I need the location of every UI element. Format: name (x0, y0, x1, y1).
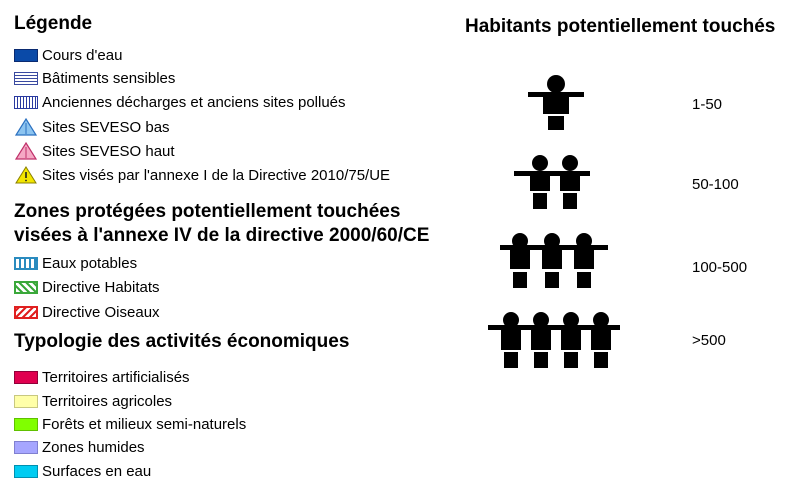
legend-item-seveso-low: Sites SEVESO bas (14, 118, 170, 136)
person-icon (591, 312, 611, 368)
person-icon (510, 233, 530, 288)
protected-item-habitats: Directive Habitats (14, 278, 160, 296)
activity-item-wetlands: Zones humides (14, 438, 145, 456)
person-icon (501, 312, 521, 368)
activity-item-forests: Forêts et milieux semi-naturels (14, 415, 246, 433)
range-label-4: >500 (692, 332, 726, 349)
person-icon-group-4 (488, 312, 620, 368)
person-icon-group-1 (528, 75, 584, 130)
person-icon (528, 75, 584, 130)
economic-activities-title: Typologie des activités économiques (14, 331, 350, 352)
range-label-3: 100-500 (692, 259, 748, 276)
person-icon (542, 233, 562, 288)
activity-item-water-surfaces: Surfaces en eau (14, 462, 151, 480)
person-icon (561, 312, 581, 368)
legend-item-sensitive-buildings: Bâtiments sensibles (14, 69, 175, 87)
protected-zones-title-line2: visées à l'annexe IV de la directive 2000/60/CE (14, 225, 430, 246)
person-icon (560, 155, 580, 209)
person-icon-group-3 (500, 233, 608, 288)
range-label-2: 50-100 (692, 176, 739, 193)
legend-title: Légende (14, 13, 93, 34)
protected-item-birds: Directive Oiseaux (14, 303, 160, 321)
range-label-1: 1-50 (692, 96, 723, 113)
legend-item-seveso-high: Sites SEVESO haut (14, 142, 175, 160)
activity-item-artificial: Territoires artificialisés (14, 368, 190, 386)
protected-zones-title-line1: Zones protégées potentiellement touchées (14, 201, 401, 222)
legend-item-annex-i: Sites visés par l'annexe I de la Directive 2010/75/UE (14, 166, 390, 184)
person-icon (574, 233, 594, 288)
inhabitants-title: Habitants potentiellement touchés (465, 16, 776, 37)
activity-item-agricultural: Territoires agricoles (14, 392, 172, 410)
person-icon-group-2 (514, 155, 590, 209)
person-icon (530, 155, 550, 209)
protected-item-drinking-water: Eaux potables (14, 254, 137, 272)
legend-item-polluted-sites: Anciennes décharges et anciens sites pollués (14, 93, 346, 111)
legend-item-water-course: Cours d'eau (14, 46, 122, 64)
person-icon (531, 312, 551, 368)
